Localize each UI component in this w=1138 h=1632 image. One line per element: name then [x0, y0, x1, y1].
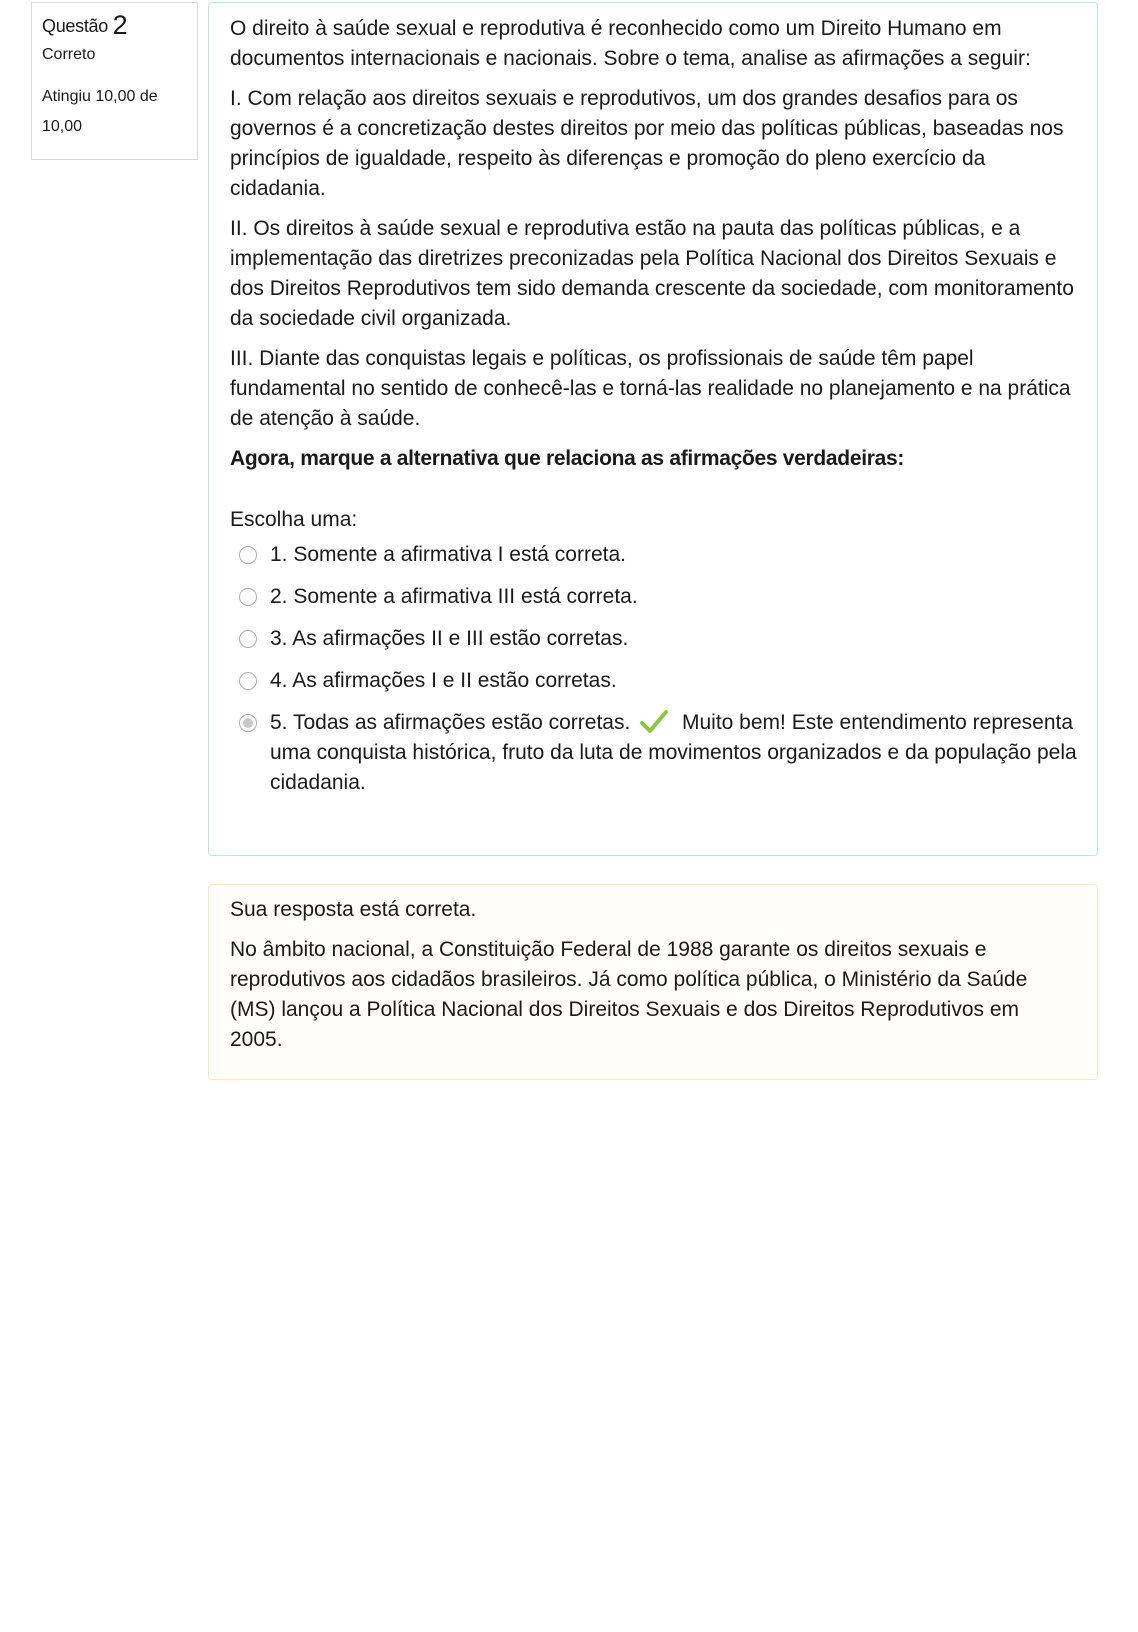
answer-list: [230, 540, 1077, 798]
answer-radio-1[interactable]: [239, 546, 257, 564]
answer-label-4[interactable]: 4. As afirmações I e II estão corretas.: [270, 669, 617, 692]
question-info: [31, 2, 198, 160]
answer-option-4[interactable]: [230, 666, 1077, 696]
statement-1: I. Com relação aos direitos sexuais e reprodutivos, um dos grandes desafios para os governos é a concretização destes direitos por meio das políticas públicas, baseadas nos princípios de igualdade, respeito às diferenças e promoção do pleno exercício da cidadania.: [230, 87, 1064, 200]
question-label: Questão: [42, 16, 108, 36]
answer-feedback: Muito bem! Este entendimento representa uma conquista histórica, fruto da luta de movimentos organizados e da população pela cidadania.: [270, 711, 1077, 794]
statement-2: II. Os direitos à saúde sexual e reprodutiva estão na pauta das políticas públicas, e a implementação das diretrizes preconizadas pela Política Nacional dos Direitos Sexuais e dos Direitos Reprodutivos tem sido demanda crescente da sociedade, com monitoramento da sociedade civil organizada.: [230, 217, 1074, 330]
answer-option-5[interactable]: [230, 708, 1077, 798]
general-feedback: No âmbito nacional, a Constituição Federal de 1988 garante os direitos sexuais e reprodutivos aos cidadãos brasileiros. Já como política pública, o Ministério da Saúde (MS) lançou a Política Nacional dos Direitos Sexuais e dos Direitos Reprodutivos em 2005.: [230, 938, 1028, 1051]
answer-radio-4[interactable]: [239, 672, 257, 690]
answer-label-1[interactable]: 1. Somente a afirmativa I está correta.: [270, 543, 626, 566]
statement-3: III. Diante das conquistas legais e políticas, os profissionais de saúde têm papel fundamental no sentido de conhecê-las e torná-las realidade no planejamento e na prática de atenção à saúde.: [230, 347, 1071, 430]
answer-radio-3[interactable]: [239, 630, 257, 648]
question-state: Correto: [42, 46, 96, 63]
question-grade: Atingiu 10,00 de 10,00: [42, 88, 158, 135]
question-outcome: [208, 884, 1098, 1080]
checkmark-icon: [640, 709, 668, 735]
answer-radio-2[interactable]: [239, 588, 257, 606]
question-intro: O direito à saúde sexual e reprodutiva é reconhecido como um Direito Humano em documentos internacionais e nacionais. Sobre o tema, analise as afirmações a seguir:: [230, 17, 1031, 70]
answer-label-5[interactable]: 5. Todas as afirmações estão corretas.: [270, 711, 631, 734]
answer-option-1[interactable]: [230, 540, 1077, 570]
question-number: 2: [112, 10, 128, 40]
choose-label: Escolha uma:: [230, 508, 358, 531]
answer-option-2[interactable]: [230, 582, 1077, 612]
answer-label-3[interactable]: 3. As afirmações II e III estão corretas.: [270, 627, 629, 650]
question-formulation: [208, 2, 1098, 856]
answer-content-5[interactable]: [270, 708, 1077, 798]
answer-option-3[interactable]: [230, 624, 1077, 654]
right-answer-text: Sua resposta está correta.: [230, 898, 477, 921]
answer-label-2[interactable]: 2. Somente a afirmativa III está correta.: [270, 585, 638, 608]
answer-radio-5[interactable]: [239, 714, 257, 732]
question-prompt: Agora, marque a alternativa que relaciona as afirmações verdadeiras:: [230, 447, 905, 470]
question-number-heading: [42, 9, 187, 42]
